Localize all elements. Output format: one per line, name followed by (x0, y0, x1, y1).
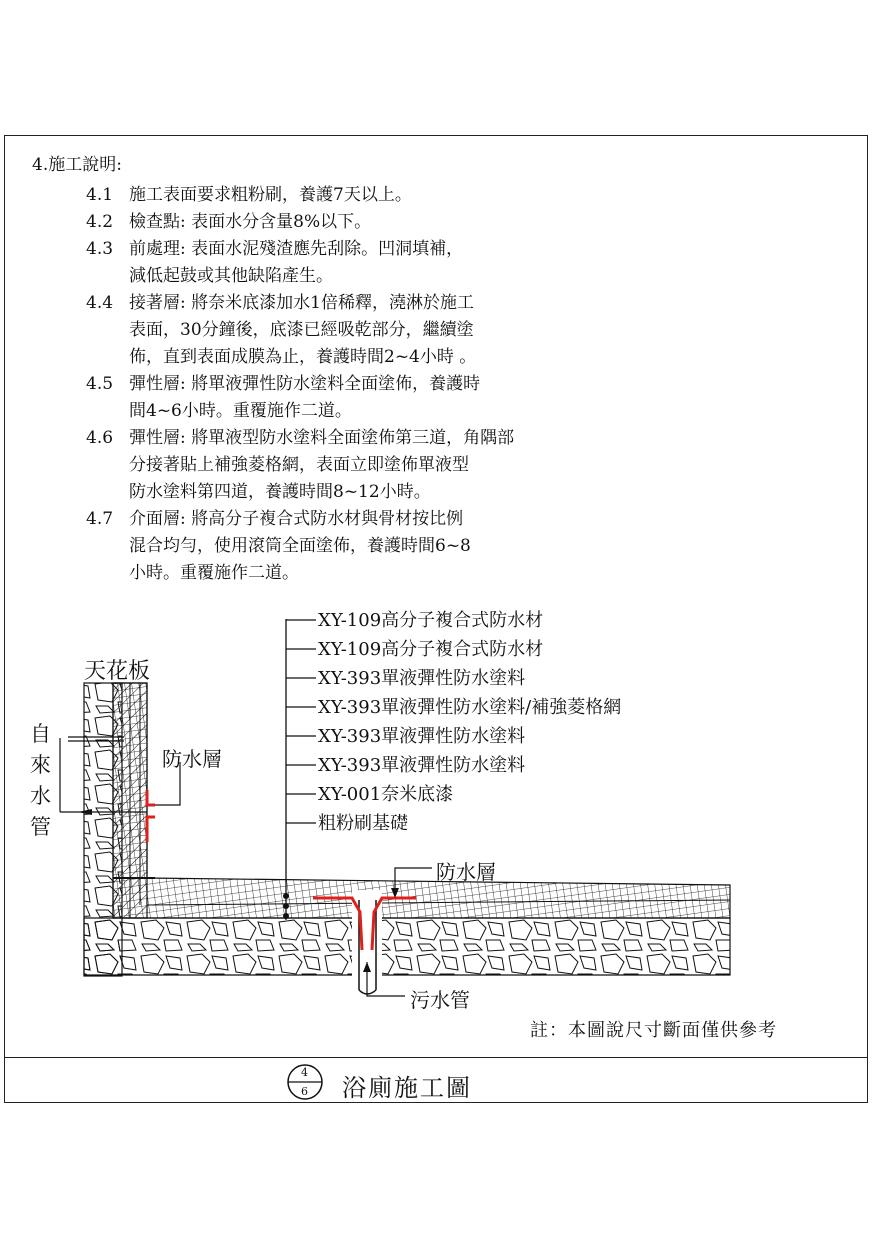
layer-label-7: XY-001奈米底漆 (318, 784, 454, 805)
step-number: 4.1 (86, 185, 114, 205)
water-pipe-label-char: 管 (30, 815, 51, 839)
layer-label-1: XY-109高分子複合式防水材 (318, 610, 544, 631)
wall-waterproof-bottom (147, 817, 155, 842)
slab-base (84, 918, 730, 975)
step-text-line: 表面，30分鐘後，底漆已經吸乾部分，繼續塗 (129, 320, 474, 340)
layer-label-5: XY-393單液彈性防水塗料 (318, 726, 526, 747)
floor-waterproof-label: 防水層 (436, 860, 496, 884)
reference-note: 註：本圖說尺寸斷面僅供參考 (530, 1020, 777, 1041)
wall-waterproof-label: 防水層 (162, 747, 222, 771)
step-number: 4.7 (86, 509, 114, 529)
step-text-line: 接著層: 將奈米底漆加水1倍稀釋，澆淋於施工 (129, 293, 474, 313)
layer-dot (283, 893, 289, 899)
ceiling-label: 天花板 (84, 659, 151, 684)
layer-label-3: XY-393單液彈性防水塗料 (318, 668, 526, 689)
wall-waterproof-top (147, 790, 155, 805)
sheet-number: 4 (301, 1066, 308, 1079)
layer-dot (283, 903, 289, 909)
layer-leader-ticks (286, 620, 316, 823)
water-pipe-label-char: 自 (30, 722, 51, 746)
layer-label-6: XY-393單液彈性防水塗料 (318, 755, 526, 776)
step-number: 4.2 (86, 212, 114, 232)
step-text-line: 彈性層: 將單液彈性防水塗料全面塗佈，養護時 (129, 374, 481, 394)
layer-label-8: 粗粉刷基礎 (318, 813, 408, 834)
step-text-line: 檢查點: 表面水分含量8%以下。 (129, 212, 372, 232)
step-text-line: 前處理: 表面水泥殘渣應先刮除。凹洞填補， (129, 239, 464, 259)
step-text-line: 間4~6小時。重覆施作二道。 (129, 401, 352, 421)
sheet-total: 6 (301, 1085, 308, 1098)
step-text-line: 防水塗料第四道，養護時間8~12小時。 (129, 482, 431, 502)
step-text-line: 小時。重覆施作二道。 (129, 563, 299, 583)
layer-label-2: XY-109高分子複合式防水材 (318, 639, 544, 660)
step-text-line: 彈性層: 將單液型防水塗料全面塗佈第三道，角隅部 (129, 428, 515, 448)
drawing-title: 浴廁施工圖 (342, 1074, 472, 1102)
section-heading: 4.施工說明: (32, 155, 122, 175)
step-number: 4.5 (86, 374, 114, 394)
sewage-pipe-label: 污水管 (410, 988, 470, 1012)
step-number: 4.4 (86, 293, 114, 313)
step-number: 4.6 (86, 428, 114, 448)
layer-label-4: XY-393單液彈性防水塗料/補強菱格網 (318, 697, 622, 718)
step-text-line: 介面層: 將高分子複合式防水材與骨材按比例 (129, 509, 464, 529)
step-text-line: 減低起鼓或其他缺陷產生。 (129, 266, 333, 286)
step-text-line: 佈，直到表面成膜為止，養護時間2~4小時 。 (129, 347, 477, 367)
water-pipe-label-char: 來 (30, 753, 51, 777)
step-text-line: 施工表面要求粗粉刷，養護7天以上。 (129, 185, 412, 205)
step-number: 4.3 (86, 239, 114, 259)
layer-dot (283, 913, 289, 919)
step-text-line: 混合均勻，使用滾筒全面塗佈，養護時間6~8 (129, 536, 471, 556)
water-pipe-label-char: 水 (30, 784, 51, 808)
step-text-line: 分接著貼上補強菱格網，表面立即塗佈單液型 (129, 455, 469, 475)
